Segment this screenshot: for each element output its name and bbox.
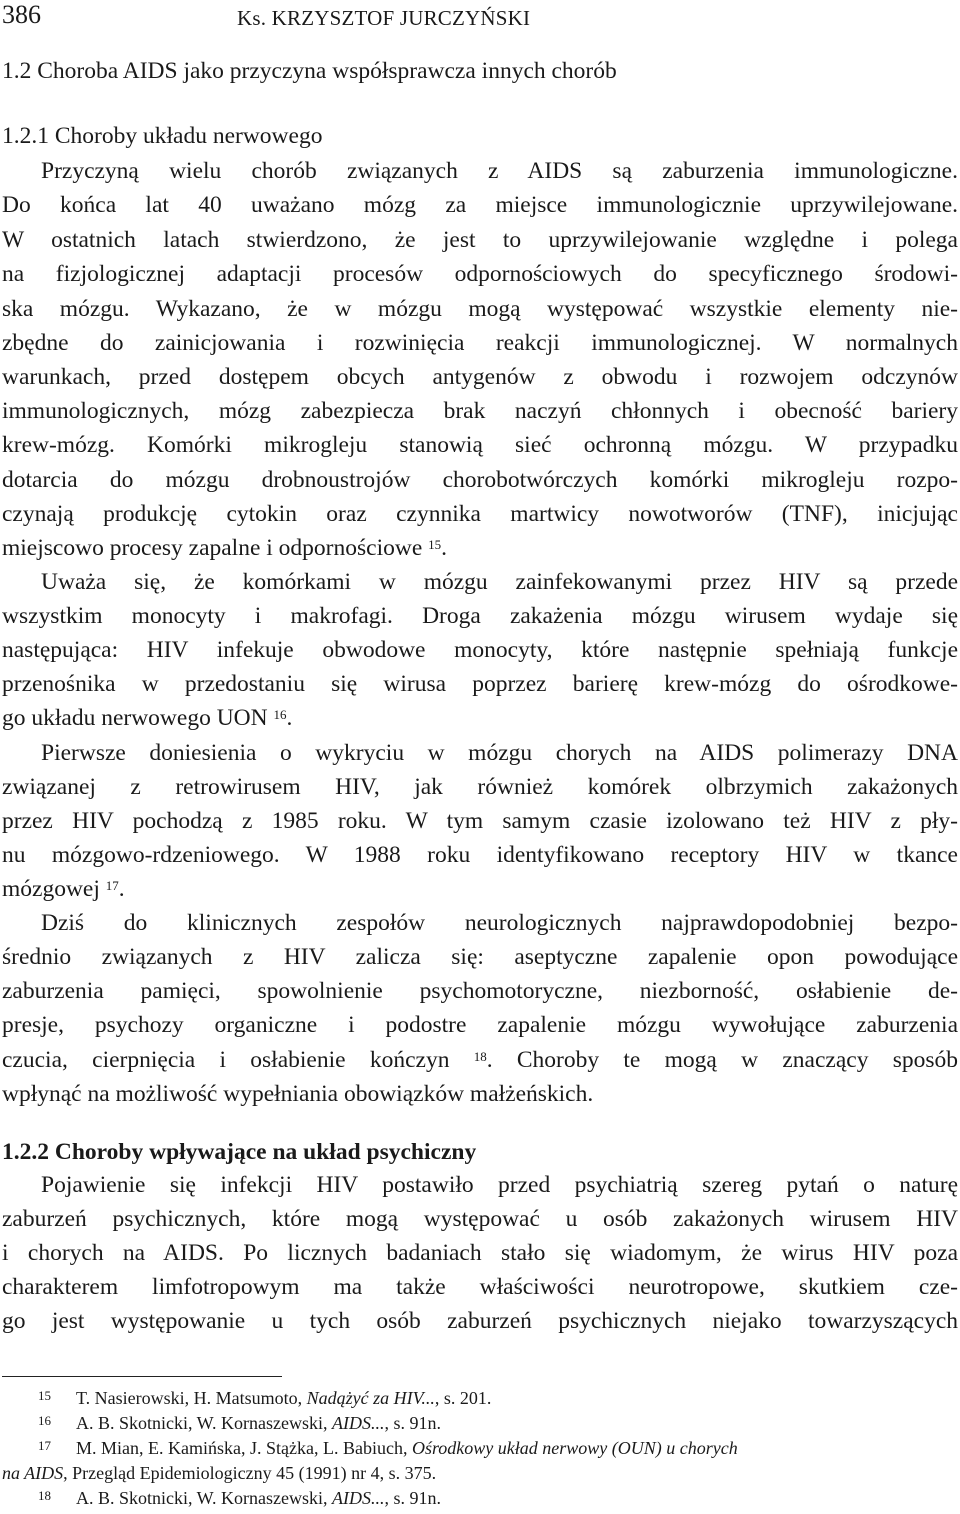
body-line: Dziś do klinicznych zespołów neurologicznych najprawdopodobniej bezpo- [41, 910, 958, 936]
body-line: Pojawienie się infekcji HIV postawiło przed psychiatrią szereg pytań o naturę [41, 1172, 958, 1198]
body-line: dotarcia do mózgu drobnoustrojów chorobotwórczych komórki mikrogleju rozpo- [2, 467, 958, 493]
body-line: warunkach, przed dostępem obcych antygenów z obwodu i rozwojem odczynów [2, 364, 958, 390]
footnote-title: AIDS... [332, 1413, 385, 1433]
footnote-continuation [2, 1461, 436, 1485]
footnote-text: , Przegląd Epidemiologiczny 45 (1991) nr 4, s. 375. [63, 1463, 437, 1483]
page-number: 386 [2, 0, 41, 29]
footnote-title: Ośrodkowy układ nerwowy (OUN) u chorych [411, 1438, 738, 1458]
body-line: związanej z retrowirusem HIV, jak również komórek olbrzymich zakażonych [2, 774, 958, 800]
body-line: nu mózgowo-rdzeniowego. W 1988 roku identyfikowano receptory HIV w tkance [2, 842, 958, 868]
footnote-ref: 16 [273, 707, 287, 722]
body-line [2, 703, 958, 733]
footnote-number: 18 [38, 1488, 51, 1503]
line-text: czucia, cierpnięcia i osłabienie kończyn [2, 1047, 450, 1073]
footnote-text: M. Mian, E. Kamińska, J. Stążka, L. Babiuch, [76, 1438, 412, 1458]
body-line: presje, psychozy organiczne i podostre zapalenie mózgu wywołujące zaburzenia [2, 1012, 958, 1038]
body-line [2, 1045, 958, 1075]
body-line: zbędne do zainicjowania i rozwinięcia reakcji immunologicznej. W normalnych [2, 330, 958, 356]
footnote-title: AIDS... [332, 1488, 385, 1508]
footnote [2, 1386, 958, 1410]
footnote-ref: 17 [105, 878, 119, 893]
body-line: zaburzenia pamięci, spowolnienie psychomotoryczne, niezborność, osłabienie de- [2, 978, 958, 1004]
footnote-ref: 15 [428, 537, 442, 552]
subsection-heading: 1.2.1 Choroby układu nerwowego [2, 123, 323, 149]
footnote [2, 1436, 958, 1460]
footnote-rule [2, 1376, 282, 1377]
body-line: na fizjologicznej adaptacji procesów odpornościowych do specyficznego środowi- [2, 261, 958, 287]
footnote-title: na AIDS [2, 1463, 64, 1483]
body-line: następująca: HIV infekuje obwodowe monocyty, które następnie spełniają funkcje [2, 637, 958, 663]
footnote [2, 1411, 958, 1435]
footnote-ref: 18 [473, 1049, 487, 1064]
body-line: Uważa się, że komórkami w mózgu zainfekowanymi przez HIV są przede [41, 569, 958, 595]
body-line: krew-mózg. Komórki mikrogleju stanowią sieć ochronną mózgu. W przypadku [2, 432, 958, 458]
body-line: zaburzeń psychicznych, które mogą występować u osób zakażonych wirusem HIV [2, 1206, 958, 1232]
body-line [2, 874, 958, 904]
footnote-title: Nadążyć za HIV... [306, 1388, 435, 1408]
body-line: i chorych na AIDS. Po licznych badaniach stało się wiadomym, że wirus HIV poza [2, 1240, 958, 1266]
line-text: mózgowej [2, 876, 100, 902]
footnote-text: , s. 91n. [384, 1488, 442, 1508]
footnote-text: A. B. Skotnicki, W. Kornaszewski, [76, 1488, 332, 1508]
body-line: immunologicznych, mózg zabezpiecza brak naczyń chłonnych i obecność bariery [2, 398, 958, 424]
footnote-number: 17 [38, 1438, 51, 1453]
body-line: Do końca lat 40 uważano mózg za miejsce immunologicznie uprzywilejowane. [2, 192, 958, 218]
body-line: go jest występowanie u tych osób zaburzeń psychicznych niejako towarzyszących [2, 1308, 958, 1334]
body-line: wpłynąć na możliwość wypełniania obowiązków małżeńskich. [2, 1081, 594, 1107]
footnote-text: , s. 91n. [384, 1413, 442, 1433]
body-line: przenośnika w przedostaniu się wirusa poprzez barierę krew-mózg do ośrodkowe- [2, 671, 958, 697]
footnote-text: A. B. Skotnicki, W. Kornaszewski, [76, 1413, 332, 1433]
body-line: wszystkim monocyty i makrofagi. Droga zakażenia mózgu wirusem wydaje się [2, 603, 958, 629]
body-line [2, 533, 958, 563]
section-heading: 1.2 Choroba AIDS jako przyczyna współsprawcza innych chorób [2, 58, 617, 84]
subsection-heading: 1.2.2 Choroby wpływające na układ psychiczny [2, 1139, 477, 1165]
footnote-text: T. Nasierowski, H. Matsumoto, [76, 1388, 307, 1408]
body-line: charakterem limfotropowym ma także właściwości neurotropowe, skutkiem cze- [2, 1274, 958, 1300]
line-text: . Choroby te mogą w znaczący sposób [486, 1047, 959, 1073]
body-line: Pierwsze doniesienia o wykryciu w mózgu chorych na AIDS polimerazy DNA [41, 740, 958, 766]
body-line: przez HIV pochodzą z 1985 roku. W tym samym czasie izolowano też HIV z pły- [2, 808, 958, 834]
body-line: ska mózgu. Wykazano, że w mózgu mogą występować wszystkie elementy nie- [2, 296, 958, 322]
period: . [286, 705, 293, 731]
footnote-number: 15 [38, 1388, 51, 1403]
footnote-number: 16 [38, 1413, 51, 1428]
body-line: czynają produkcję cytokin oraz czynnika martwicy nowotworów (TNF), inicjując [2, 501, 958, 527]
body-line: Przyczyną wielu chorób związanych z AIDS są zaburzenia immunologiczne. [41, 158, 958, 184]
period: . [118, 876, 125, 902]
footnote [2, 1486, 958, 1510]
running-head: Ks. KRZYSZTOF JURCZYŃSKI [237, 6, 531, 30]
line-text: go układu nerwowego UON [2, 705, 268, 731]
footnote-text: , s. 201. [434, 1388, 492, 1408]
body-line: W ostatnich latach stwierdzono, że jest to uprzywilejowanie względne i polega [2, 227, 958, 253]
period: . [441, 535, 448, 561]
line-text: miejscowo procesy zapalne i odpornościowe [2, 535, 423, 561]
body-line: średnio związanych z HIV zalicza się: aseptyczne zapalenie opon powodujące [2, 944, 958, 970]
